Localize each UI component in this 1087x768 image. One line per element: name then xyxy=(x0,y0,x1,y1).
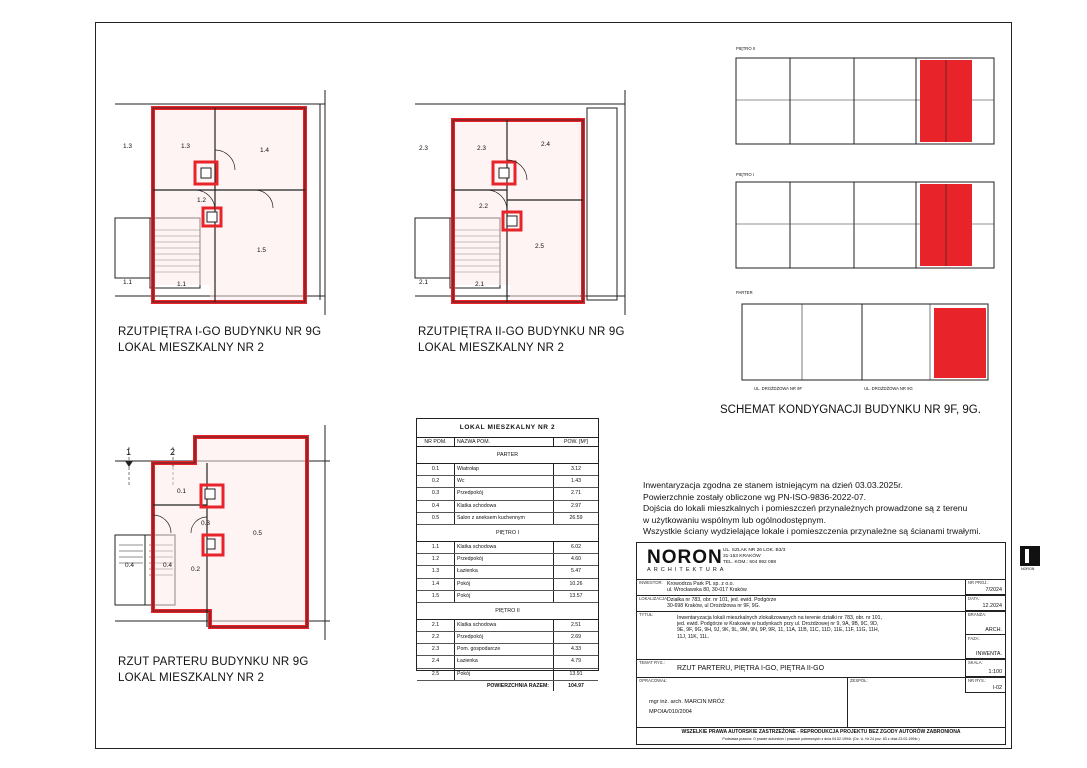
location-label: LOKALIZACJA: xyxy=(639,596,669,601)
tb-side-value: 1:100 xyxy=(988,669,1002,675)
room-area: 6.02 xyxy=(570,543,582,550)
total-label: POWIERZCHNIA RAZEM: xyxy=(417,681,554,691)
tb-side-label: NR PROJ.: xyxy=(968,580,989,585)
room-area: 3.12 xyxy=(570,466,582,472)
plan-ground-title-line2: LOKAL MIESZKALNY NR 2 xyxy=(118,672,265,684)
room-name: Łazienka xyxy=(455,656,554,667)
room-table-section: PARTER xyxy=(417,447,598,464)
room-label: 2.2 xyxy=(479,203,489,210)
room-nr: 2.1 xyxy=(417,620,455,631)
drawing-label: TEMAT RYS.: xyxy=(639,660,665,665)
room-name: Pom. gospodarcze xyxy=(455,644,554,655)
room-label: 2.4 xyxy=(541,141,551,148)
room-label: 1.4 xyxy=(260,147,270,154)
note-line: Dojścia do lokali mieszkalnych i pomieszczeń przynależnych prowadzone są z terenu xyxy=(643,503,968,514)
tb-location xyxy=(637,595,1005,612)
room-name: Pokój xyxy=(455,669,554,680)
plan-floor2 xyxy=(415,90,635,315)
room-table-row xyxy=(417,554,598,566)
author-license: MPOIA/010/2004 xyxy=(649,709,692,715)
noron-logo: NORON xyxy=(647,547,723,568)
room-name: Salon z aneksem kuchennym xyxy=(455,513,554,524)
col-header-name: NAZWA POM. xyxy=(455,438,554,446)
investor-line: Krowodrza Park PL sp. z o.o. xyxy=(667,581,734,587)
location-value xyxy=(667,597,776,609)
drawing-value: RZUT PARTERU, PIĘTRA I-GO, PIĘTRA II-GO xyxy=(677,665,825,672)
room-name: Pokój xyxy=(455,579,554,590)
plan-floor1-title-line2: LOKAL MIESZKALNY NR 2 xyxy=(118,342,265,354)
room-label: 0.3 xyxy=(201,520,211,527)
room-name: Klatka schodowa xyxy=(455,542,554,553)
note-line: w użytkowaniu wspólnym lub ogólnodostępnym. xyxy=(643,514,826,525)
room-area: 26.59 xyxy=(569,514,583,521)
room-nr: 2.5 xyxy=(417,669,455,680)
tb-side-field xyxy=(965,579,1005,595)
room-nr: 0.5 xyxy=(417,513,455,524)
room-table-row xyxy=(417,566,598,578)
location-line: Działka nr 783, obr. nr 101, jed. ewid. Podgórze xyxy=(667,597,777,603)
room-name: Klatka schodowa xyxy=(455,620,554,631)
room-table-row xyxy=(417,656,598,668)
office-address xyxy=(723,548,785,566)
room-table-body xyxy=(417,447,598,681)
plan-ground-title xyxy=(118,654,309,686)
schema-floor-label: PARTER xyxy=(736,290,753,295)
room-table-row xyxy=(417,644,598,656)
plan-floor2-title xyxy=(418,324,625,356)
room-nr: 1.4 xyxy=(417,579,455,590)
tb-side-field xyxy=(965,635,1005,659)
room-table-section: PIĘTRO II xyxy=(417,603,598,620)
subject-line: 11J, 11K, 11L. xyxy=(677,633,710,640)
room-name: Pokój xyxy=(455,591,554,602)
schema-street-label: UL. DROŻDŻOWA NR 9G xyxy=(864,386,913,391)
subject-line: Inwentaryzacja lokali mieszkalnych zlokalizowanych na terenie działki nr 783, obr. nr 101, xyxy=(677,615,883,621)
room-nr: 0.1 xyxy=(417,464,455,475)
room-area: 2.51 xyxy=(570,621,582,628)
room-nr: 0.4 xyxy=(417,501,455,512)
room-name: Przedpokój xyxy=(455,632,554,643)
room-nr: 2.3 xyxy=(417,644,455,655)
investor-value xyxy=(667,581,747,593)
tb-side-label: FAZA: xyxy=(968,636,980,641)
tb-side-field xyxy=(965,659,1005,677)
room-label: 0.4 xyxy=(163,562,173,569)
author-label: OPRACOWAŁ: xyxy=(639,678,668,683)
address-line: 31-153 KRAKÓW xyxy=(723,554,761,559)
title-block xyxy=(636,542,1006,745)
room-table-title: LOKAL MIESZKALNY NR 2 xyxy=(417,419,598,438)
noron-logo-sub: ARCHITEKTURA xyxy=(647,567,727,573)
total-value: 104.97 xyxy=(568,682,584,689)
subject-value xyxy=(677,615,882,640)
tb-side-value: 7/2024 xyxy=(985,587,1002,593)
tb-side-label: BRANŻA: xyxy=(968,612,987,617)
plan-floor1-title-line1: RZUTPIĘTRA I-GO BUDYNKU NR 9G xyxy=(118,326,322,338)
tb-side-value: INWENTA. xyxy=(976,651,1002,657)
room-label: 2.1 xyxy=(419,279,429,286)
address-line: TEL. KOM.: 604 992 088 xyxy=(723,560,777,565)
legal-note: Podstawa prawna: O prawie autorskim i prawach pokrewnych z dnia 04.02.1994r. (Dz. U. Nr 24 poz. 83 z dnia 23.02.1994r.) xyxy=(722,737,920,741)
svg-text:NORON: NORON xyxy=(1021,567,1035,570)
room-label: 1.1 xyxy=(123,279,133,286)
room-label: 1.2 xyxy=(197,197,207,204)
note-line: Powierzchnie zostały obliczone wg PN-ISO-9836-2022-07. xyxy=(643,491,867,502)
room-table-row xyxy=(417,620,598,632)
col-header-nr: NR POM. xyxy=(417,438,455,446)
col-header-area: POW. [M²] xyxy=(564,439,588,445)
room-label: 2.1 xyxy=(475,281,485,288)
room-table-section: PIĘTRO I xyxy=(417,525,598,542)
axis-label: 2 xyxy=(170,447,176,457)
note-line: Inwentaryzacja zgodna ze stanem istniejącym na dzień 03.03.2025r. xyxy=(643,480,903,490)
room-name: Przedpokój xyxy=(455,488,554,499)
room-name: Klatka schodowa xyxy=(455,501,554,512)
room-table xyxy=(416,418,599,689)
room-table-row xyxy=(417,579,598,591)
room-table-row xyxy=(417,632,598,644)
subject-label: TYTUŁ: xyxy=(639,612,654,617)
plan-ground-title-line1: RZUT PARTERU BUDYNKU NR 9G xyxy=(118,656,309,668)
room-area: 2.97 xyxy=(570,502,582,509)
room-label: 0.1 xyxy=(177,488,187,495)
room-table-header xyxy=(417,438,598,447)
room-label: 2.3 xyxy=(477,145,487,152)
room-table-total xyxy=(417,681,598,691)
subject-line: 9E, 9F, 9G, 9H, 9J, 9K, 9L, 9M, 9N, 9P, 9R, 11, 11A, 11B, 11C, 11D, 11E, 11F, 11G, 11H, xyxy=(677,627,880,634)
plan-floor1 xyxy=(115,90,335,315)
room-label: 1.1 xyxy=(177,281,187,288)
room-label: 0.2 xyxy=(191,566,201,573)
team-label: ZESPÓŁ: xyxy=(850,678,868,683)
axis-label: 1 xyxy=(126,447,132,457)
schema-floor-label: PIĘTRO II xyxy=(736,46,756,51)
tb-side-label: SKALA: xyxy=(968,660,983,665)
author-value xyxy=(649,697,725,717)
noron-mark-icon xyxy=(1020,546,1040,570)
plan-floor2-title-line2: LOKAL MIESZKALNY NR 2 xyxy=(418,342,565,354)
tb-side-value: I-02 xyxy=(992,685,1002,691)
room-nr: 0.2 xyxy=(417,476,455,487)
room-area: 2.71 xyxy=(570,490,582,497)
room-label: 1.3 xyxy=(181,143,191,150)
tb-header xyxy=(637,543,1005,580)
tb-side-field xyxy=(965,611,1005,635)
room-nr: 1.3 xyxy=(417,566,455,577)
tb-side-label: NR RYS.: xyxy=(968,678,987,683)
room-area: 13.57 xyxy=(569,592,583,599)
address-line: UL. SZLAK NR 26 LOK. B3/3 xyxy=(723,548,786,553)
room-area: 2.69 xyxy=(570,634,582,641)
tb-side-field xyxy=(965,595,1005,611)
room-name: Łazienka xyxy=(455,566,554,577)
copyright-note: WSZELKIE PRAWA AUTORSKIE ZASTRZEŻONE - REPRODUKCJA PROJEKTU BEZ ZGODY AUTORÓW ZABRONIONA xyxy=(681,729,961,735)
tb-investor xyxy=(637,579,1005,596)
notes-block xyxy=(643,480,981,538)
room-label: 0.4 xyxy=(125,562,135,569)
tb-side-label: DATA: xyxy=(968,596,980,601)
team-divider xyxy=(847,677,868,727)
investor-line: ul. Wrocławska 80, 30-017 Kraków xyxy=(667,587,747,594)
room-name: Przedpokój xyxy=(455,554,554,565)
room-table-row xyxy=(417,542,598,554)
room-area: 4.79 xyxy=(570,658,582,665)
tb-subject xyxy=(637,611,1005,660)
schema-floor-label: PIĘTRO I xyxy=(736,172,754,177)
room-label: 2.3 xyxy=(419,145,429,152)
room-area: 5.47 xyxy=(570,568,582,575)
room-nr: 1.5 xyxy=(417,591,455,602)
room-label: 1.3 xyxy=(123,143,133,150)
room-nr: 2.4 xyxy=(417,656,455,667)
room-name: Wc xyxy=(455,476,554,487)
tb-drawing xyxy=(637,659,1005,678)
tb-author xyxy=(637,677,1005,728)
subject-line: jed. ewid. Podgórze w Krakowie w budynkach przy ul. Drożdżowej nr 9, 9A, 9B, 9C, 9D, xyxy=(677,621,879,628)
room-nr: 1.1 xyxy=(417,542,455,553)
room-area: 1.43 xyxy=(570,478,582,485)
room-label: 0.5 xyxy=(253,530,263,537)
room-nr: 2.2 xyxy=(417,632,455,643)
tb-side-value: ARCH. xyxy=(985,627,1002,633)
room-label: 2.5 xyxy=(535,243,545,250)
room-area: 4.60 xyxy=(570,556,582,563)
room-area: 4.33 xyxy=(570,646,582,653)
room-name: Wiatrołap xyxy=(455,464,554,475)
author-name: mgr inż. arch. MARCIN MRÓZ xyxy=(649,699,725,705)
room-area: 13.91 xyxy=(569,670,583,677)
room-label: 1.5 xyxy=(257,247,267,254)
schema-title: SCHEMAT KONDYGNACJI BUDYNKU NR 9F, 9G. xyxy=(720,404,981,416)
investor-label: INWESTOR: xyxy=(639,580,663,585)
room-table-row xyxy=(417,591,598,603)
plan-floor1-title xyxy=(118,324,321,356)
tb-side-value: 12.2024 xyxy=(982,603,1002,609)
room-table-row xyxy=(417,501,598,513)
plan-floor2-title-line1: RZUTPIĘTRA II-GO BUDYNKU NR 9G xyxy=(418,326,625,338)
room-nr: 0.3 xyxy=(417,488,455,499)
plan-ground xyxy=(115,425,335,645)
room-table-row xyxy=(417,488,598,500)
tb-side-field xyxy=(965,677,1005,693)
room-area: 10.26 xyxy=(569,580,583,587)
schema-drawing xyxy=(720,38,1000,398)
room-table-row xyxy=(417,464,598,476)
room-nr: 1.2 xyxy=(417,554,455,565)
note-line: Wszystkie ściany wydzielające lokale i pomieszczenia przynależne są ścianami trwałymi. xyxy=(643,526,981,537)
room-table-row xyxy=(417,476,598,488)
schema-street-label: UL. DROŻDŻOWA NR 9F xyxy=(754,386,803,391)
location-line: 30-698 Kraków, ul Drożdżowa nr 9F, 9G. xyxy=(667,603,761,610)
room-table-row xyxy=(417,669,598,681)
room-table-row xyxy=(417,513,598,525)
